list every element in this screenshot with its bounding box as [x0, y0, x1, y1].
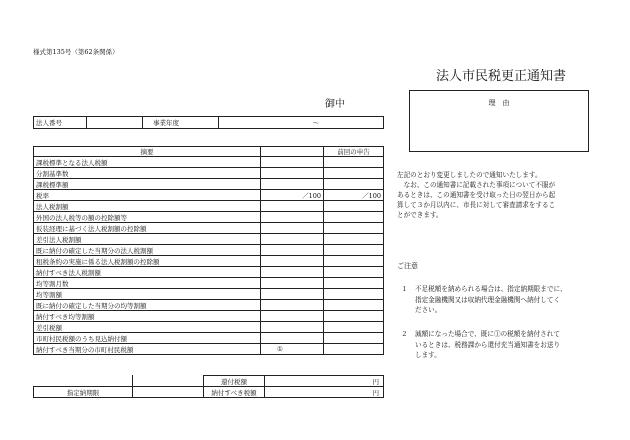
table-row: [34, 311, 384, 322]
row-label: 均等割月数: [34, 278, 261, 289]
table-row: [34, 322, 384, 333]
row-current-value: [261, 157, 324, 168]
settlement-table: [33, 375, 384, 398]
row-current-value: [261, 289, 324, 300]
table-row: [34, 278, 384, 289]
col-previous-header: 前回の申告: [324, 147, 384, 157]
row-label: 仮装経理に基づく法人税割額の控除額: [34, 223, 261, 234]
row-previous-value: [324, 212, 384, 223]
reason-box: [409, 90, 589, 152]
row-current-value: [261, 223, 324, 234]
notice-line: なお、この通知書に記載された事項について不服が: [397, 181, 556, 189]
row-current-value: [261, 201, 324, 212]
row-label: 租税条約の実施に係る法人税割額の控除額: [34, 256, 261, 267]
row-previous-value: [324, 289, 384, 300]
notice-line: 算して３か月以内に、市長に対して審査請求をするこ: [397, 201, 556, 209]
table-row: [34, 245, 384, 256]
row-previous-value: [324, 333, 384, 344]
row-current-value: [261, 322, 324, 333]
row-label: 課税標準額: [34, 179, 261, 190]
row-previous-value: [324, 322, 384, 333]
caution-number: １: [401, 285, 408, 293]
row-previous-value: [324, 245, 384, 256]
table-row: [34, 212, 384, 223]
row-previous-value: [324, 223, 384, 234]
table-row: [34, 168, 384, 179]
table-row: [34, 179, 384, 190]
row-previous-value: [324, 168, 384, 179]
caution-heading: ご注意: [397, 262, 418, 270]
caution-line: ださい。: [415, 306, 442, 314]
deadline-label: 指定納期限: [34, 387, 133, 398]
row-label: 税率: [34, 190, 261, 201]
row-label: 差引税額: [34, 322, 261, 333]
row-current-value: [261, 212, 324, 223]
addressee-suffix: 御中: [325, 99, 345, 110]
row-label: 納付すべき均等割額: [34, 311, 261, 322]
corp-number-value: [87, 117, 143, 129]
row-current-value: [261, 267, 324, 278]
table-row: [34, 157, 384, 168]
row-label: 課税標準となる法人税額: [34, 157, 261, 168]
row-current-value: ①: [261, 344, 324, 355]
row-previous-value: [324, 278, 384, 289]
row-label: 納付すべき当期分の市町村民税額: [34, 344, 261, 355]
row-current-value: [261, 300, 324, 311]
row-current-value: ／100: [261, 190, 324, 201]
row-label: 分割基準数: [34, 168, 261, 179]
caution-line: 減額になった場合で、既に①の税額を納付されて: [415, 330, 560, 338]
fiscal-year-label: 事業年度: [143, 117, 219, 129]
col-current-header: [261, 147, 324, 157]
row-current-value: [261, 311, 324, 322]
table-row: [34, 223, 384, 234]
form-label: 様式第135号（第62条関係）: [33, 48, 119, 56]
payable-label: 納付すべき税額: [204, 387, 265, 398]
row-previous-value: [324, 300, 384, 311]
caution-item: [397, 329, 560, 361]
table-row: [34, 267, 384, 278]
row-current-value: [261, 245, 324, 256]
caution-line: します。: [415, 351, 441, 359]
row-label: 納付すべき法人税割額: [34, 267, 261, 278]
row-label: 差引法人税割額: [34, 234, 261, 245]
reason-label: 理 由: [488, 99, 510, 107]
row-label: 既に納付の確定した当期分の均等割額: [34, 300, 261, 311]
table-row: [34, 201, 384, 212]
range-mark: 〜: [312, 119, 320, 127]
table-row: [34, 333, 384, 344]
tax-calculation-table: [33, 146, 384, 355]
row-label: 市町村民税額のうち見込納付額: [34, 333, 261, 344]
notice-text: [397, 170, 555, 220]
row-current-value: [261, 333, 324, 344]
row-current-value: [261, 234, 324, 245]
payable-amount: 円: [265, 387, 384, 398]
row-label: 外国の法人税等の額の控除額等: [34, 212, 261, 223]
row-previous-value: [324, 344, 384, 355]
refund-label: 還付税額: [204, 376, 265, 387]
caution-line: 指定金融機関又は収納代理金融機関へ納付してく: [415, 295, 561, 304]
notice-line: とができます。: [397, 211, 443, 219]
notice-line: あるときは、この通知書を受け取った日の翌日から起: [397, 191, 556, 199]
caution-line: いるときは、税務課から還付充当通知書をお送り: [415, 340, 561, 349]
caution-number: ２: [401, 330, 408, 338]
row-previous-value: [324, 267, 384, 278]
row-previous-value: ／100: [324, 190, 384, 201]
notice-line: 左記のとおり変更しましたので通知いたします。: [397, 171, 542, 179]
header-row-table: [33, 116, 384, 129]
row-current-value: [261, 168, 324, 179]
table-row: [34, 190, 384, 201]
row-previous-value: [324, 179, 384, 190]
table-row: [34, 256, 384, 267]
caution-line: 不足税額を納められる場合は、指定納期限までに、: [415, 285, 567, 293]
row-previous-value: [324, 157, 384, 168]
fiscal-year-value: [219, 117, 384, 129]
col-summary-header: 摘要: [34, 147, 261, 157]
deadline-value: [133, 387, 204, 398]
row-label: 均等割額: [34, 289, 261, 300]
row-current-value: [261, 179, 324, 190]
row-previous-value: [324, 201, 384, 212]
caution-item: [397, 284, 567, 316]
row-label: 法人税割額: [34, 201, 261, 212]
row-label: 既に納付の確定した当期分の法人税割額: [34, 245, 261, 256]
row-previous-value: [324, 256, 384, 267]
table-row: [34, 234, 384, 245]
row-current-value: [261, 256, 324, 267]
table-row: [34, 289, 384, 300]
row-current-value: [261, 278, 324, 289]
row-previous-value: [324, 311, 384, 322]
refund-amount: 円: [265, 376, 384, 387]
row-previous-value: [324, 234, 384, 245]
table-row: [34, 300, 384, 311]
table-row: [34, 344, 384, 355]
corp-number-label: 法人番号: [34, 117, 87, 129]
document-title: 法人市民税更正通知書: [436, 69, 567, 84]
